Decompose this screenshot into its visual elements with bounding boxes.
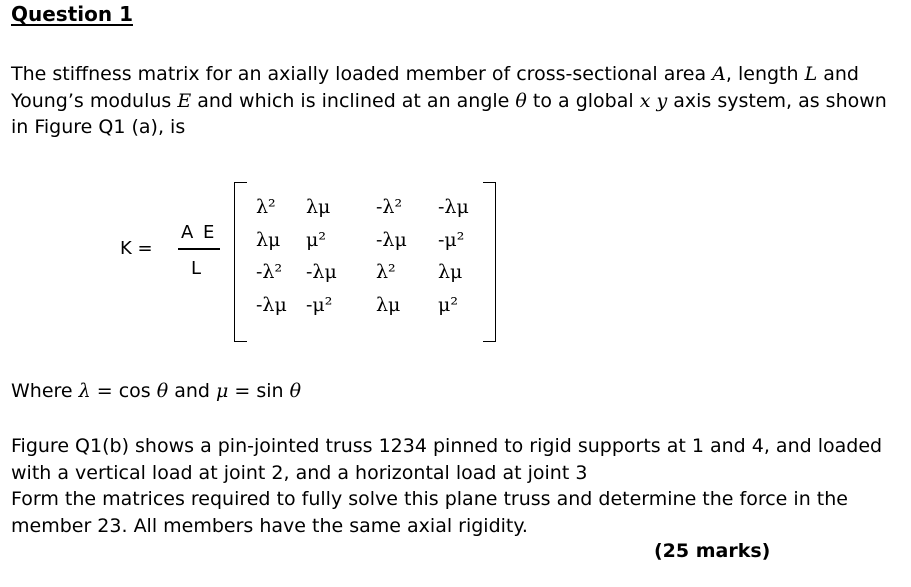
matrix-cell-r1-c1: λ² — [256, 196, 276, 218]
intro-text-2: , length — [725, 63, 805, 85]
matrix-cell-r1-c2: λμ — [306, 196, 331, 218]
where-text-1: Where — [11, 380, 79, 402]
marks-label: (25 marks) — [654, 540, 771, 562]
matrix-left-bracket — [234, 182, 247, 342]
matrix-cell-r2-c4: -μ² — [438, 229, 465, 251]
matrix-cell-r2-c3: -λμ — [376, 229, 407, 251]
question-heading: Question 1 — [11, 2, 133, 26]
matrix-cell-r3-c3: λ² — [376, 261, 396, 283]
fraction-numerator: A E — [181, 222, 217, 243]
intro-text-5: to a global — [526, 89, 640, 112]
matrix-cell-r3-c2: -λμ — [306, 261, 337, 283]
matrix-cell-r4-c2: -μ² — [306, 294, 333, 316]
symbol-theta: θ — [515, 89, 527, 112]
matrix-cell-r4-c1: -λμ — [256, 294, 287, 316]
symbol-L: L — [804, 63, 818, 85]
where-text-3: and — [168, 380, 216, 402]
matrix-cell-r1-c3: -λ² — [376, 196, 403, 218]
where-line — [11, 380, 301, 402]
intro-text-4: and which is inclined at an angle — [191, 89, 516, 112]
intro-text-3: and Young’s modulus — [11, 63, 859, 112]
fraction-bar — [178, 248, 220, 250]
symbol-xy: x y — [639, 89, 668, 112]
truss-description — [11, 433, 901, 539]
matrix-cell-r4-c4: μ² — [438, 294, 458, 316]
matrix-cell-r3-c4: λμ — [438, 261, 463, 283]
truss-paragraph-2: Form the matrices required to fully solve this plane truss and determine the force in the member 23. All members have the same axial rigidity. — [11, 488, 848, 537]
symbol-E: E — [177, 89, 192, 112]
symbol-theta-2: θ — [289, 380, 302, 402]
where-text-2: = cos — [90, 380, 157, 402]
matrix-lhs: K = — [120, 238, 153, 259]
matrix-right-bracket — [483, 182, 496, 342]
fraction-denominator: L — [191, 258, 202, 279]
matrix-cell-r2-c1: λμ — [256, 229, 281, 251]
intro-paragraph — [11, 61, 901, 141]
symbol-mu: μ — [216, 380, 229, 402]
symbol-lambda: λ — [78, 380, 91, 402]
matrix-cell-r4-c3: λμ — [376, 294, 401, 316]
truss-paragraph-1: Figure Q1(b) shows a pin-jointed truss 1234 pinned to rigid supports at 1 and 4, and loaded with a vertical load at joint 2, and a horizontal load at joint 3 — [11, 435, 883, 484]
intro-text-1: The stiffness matrix for an axially loaded member of cross-sectional area — [11, 63, 713, 85]
matrix-cell-r3-c1: -λ² — [256, 261, 283, 283]
intro-text-6: axis system, as shown in Figure Q1 (a), is — [11, 89, 887, 138]
symbol-A: A — [712, 63, 726, 85]
matrix-cell-r2-c2: μ² — [306, 229, 326, 251]
symbol-theta-1: θ — [156, 380, 169, 402]
where-text-4: = sin — [228, 380, 290, 402]
matrix-cell-r1-c4: -λμ — [438, 196, 469, 218]
